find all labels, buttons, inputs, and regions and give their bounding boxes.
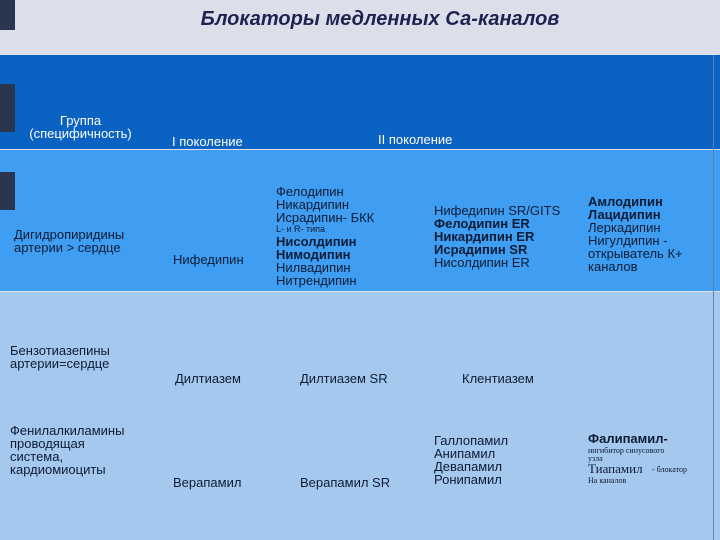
dhp-gen2-list: Фелодипин Никардипин Исрадипин- БКК (276, 184, 375, 225)
pap-gen3-sub2: узла (588, 454, 603, 463)
dhp-group-label: Дигидропиридины артерии > сердце (14, 227, 125, 255)
dhp-gen1-drug: Нифедипин (173, 252, 244, 267)
slide-title: Блокаторы медленных Са-каналов (200, 8, 560, 30)
pap-gen2-list: Галлопамил Анипамил Девапамил Ронипамил (434, 433, 509, 487)
btz-group-label: Бензотиазепины артерии=сердце (10, 343, 110, 371)
header-gen2-label: II поколение (378, 132, 453, 147)
pap-gen2-drug: Верапамил SR (300, 475, 391, 490)
pap-gen3-title: Фалипамил- (588, 431, 668, 446)
left-accent-bar (0, 172, 15, 210)
btz-gen1-drug: Дилтиазем (175, 371, 241, 386)
pap-gen3-tiapamil-note: - блокатор (652, 465, 688, 474)
btz-gen2-drug-b: Клентиазем (462, 371, 534, 386)
btz-gen2-drug: Дилтиазем SR (300, 371, 388, 386)
dhp-gen2-list-b: Нисолдипин Нимодипин Нилвадипин Нитрендипин (276, 234, 357, 288)
pap-group-label: Фенилалкиламины проводящая система, кардиомиоциты (10, 423, 125, 477)
dhp-gen2-note: L- и R- типа (276, 224, 326, 234)
dhp-gen3-list: Амлодипин Лацидипин Леркадипин Нигулдипин - открыватель К+ каналов (588, 194, 683, 274)
header-group-label: Группа (специфичность) (29, 113, 132, 141)
table-right-border (713, 55, 714, 540)
pap-gen1-drug: Верапамил (173, 475, 242, 490)
pap-gen3-tiapamil: Тиапамил (588, 461, 643, 476)
pap-gen3-sub: ингибитор синусового (588, 446, 665, 455)
dhp-gen2-sr-list: Нифедипин SR/GITS Фелодипин ER Никардипин ER Исрадипин SR Нисолдипин ER (434, 203, 561, 270)
pap-gen3-last: На каналов (588, 476, 627, 485)
left-accent-bar (0, 84, 15, 132)
header-gen1-label: I поколение (172, 134, 243, 149)
